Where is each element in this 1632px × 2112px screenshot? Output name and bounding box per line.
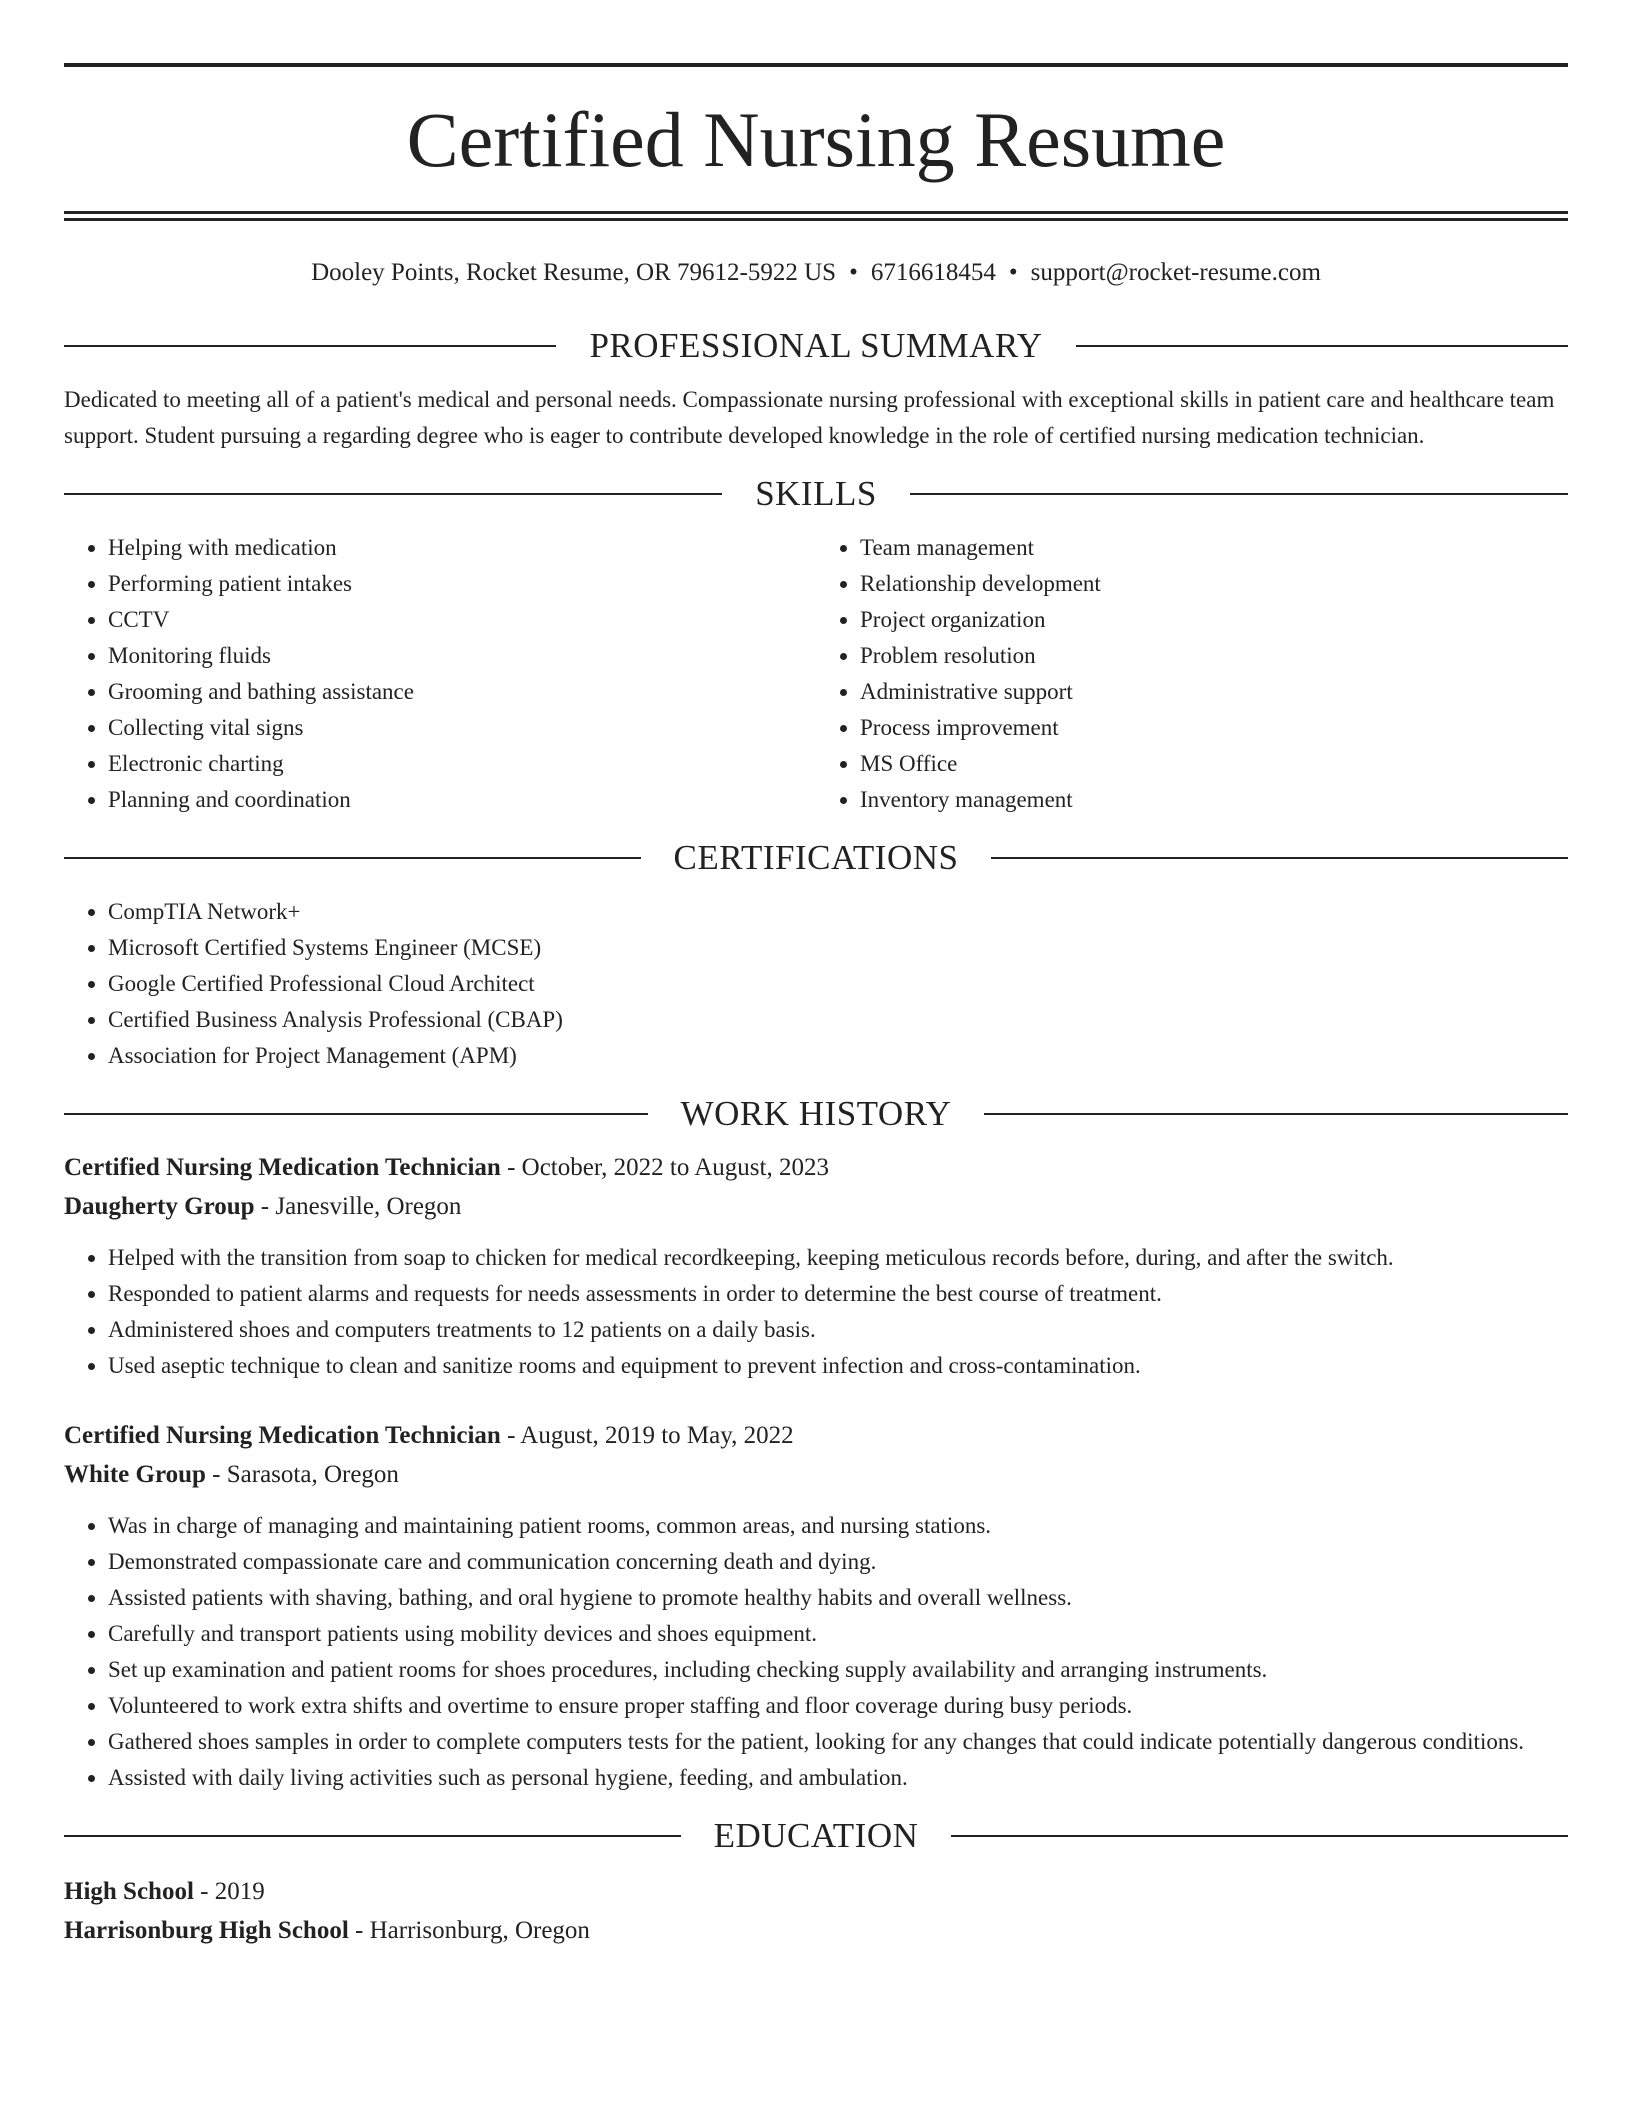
- page-title: Certified Nursing Resume: [406, 96, 1226, 183]
- list-item: • Process improvement: [860, 710, 1568, 746]
- list-item: • Microsoft Certified Systems Engineer (MCSE): [108, 930, 1568, 966]
- list-item: • Team management: [860, 530, 1568, 566]
- list-item: • Demonstrated compassionate care and communication concerning death and dying.: [108, 1544, 1568, 1580]
- list-item: • Assisted patients with shaving, bathing, and oral hygiene to promote healthy habits and overall wellness.: [108, 1580, 1568, 1616]
- list-item: • Inventory management: [860, 782, 1568, 818]
- section-rule: [64, 1835, 681, 1837]
- contact-separator: •: [849, 259, 858, 286]
- contact-email: support@rocket-resume.com: [1030, 259, 1321, 286]
- job-company-line: [64, 1455, 1568, 1494]
- list-item: • Problem resolution: [860, 638, 1568, 674]
- section-header-skills: [64, 474, 1568, 514]
- job-dates: - October, 2022 to August, 2023: [500, 1154, 829, 1181]
- list-item: • Used aseptic technique to clean and sanitize rooms and equipment to prevent infection and cross-contamination.: [108, 1348, 1568, 1384]
- job-bullets: [64, 1240, 1568, 1384]
- job-company: Daugherty Group: [64, 1193, 255, 1220]
- list-item: • Administered shoes and computers treatments to 12 patients on a daily basis.: [108, 1312, 1568, 1348]
- education-location: - Harrisonburg, Oregon: [348, 1917, 590, 1944]
- list-item: • Helping with medication: [108, 530, 816, 566]
- education-level: High School: [64, 1878, 194, 1905]
- section-rule: [64, 345, 556, 347]
- list-item: • Project organization: [860, 602, 1568, 638]
- job-location: - Sarasota, Oregon: [205, 1461, 399, 1488]
- education-level-line: [64, 1872, 1568, 1911]
- list-item: • Set up examination and patient rooms for shoes procedures, including checking supply availability and arranging instruments.: [108, 1652, 1568, 1688]
- section-title-education: EDUCATION: [713, 1816, 919, 1855]
- section-rule: [984, 1113, 1568, 1115]
- list-item: • Certified Business Analysis Professional (CBAP): [108, 1002, 1568, 1038]
- list-item: • Monitoring fluids: [108, 638, 816, 674]
- section-rule: [64, 1113, 648, 1115]
- section-header-education: [64, 1816, 1568, 1856]
- job-bullets: [64, 1508, 1568, 1796]
- list-item: • Planning and coordination: [108, 782, 816, 818]
- section-rule: [64, 493, 722, 495]
- job-location: - Janesville, Oregon: [254, 1193, 462, 1220]
- list-item: • Helped with the transition from soap to chicken for medical recordkeeping, keeping meticulous records before, during, and after the switch.: [108, 1240, 1568, 1276]
- job-title: Certified Nursing Medication Technician: [64, 1422, 501, 1449]
- list-item: • Electronic charting: [108, 746, 816, 782]
- education-year: - 2019: [193, 1878, 265, 1905]
- skills-columns: [64, 530, 1568, 818]
- list-item: • Relationship development: [860, 566, 1568, 602]
- section-rule: [1076, 345, 1568, 347]
- section-title-work: WORK HISTORY: [680, 1094, 952, 1133]
- education-school-line: [64, 1911, 1568, 1950]
- list-item: • Performing patient intakes: [108, 566, 816, 602]
- list-item: • CCTV: [108, 602, 816, 638]
- skills-list-left: [64, 530, 816, 818]
- skills-list-right: [816, 530, 1568, 818]
- job-entry: [64, 1416, 1568, 1796]
- section-header-certifications: [64, 838, 1568, 878]
- list-item: • Carefully and transport patients using mobility devices and shoes equipment.: [108, 1616, 1568, 1652]
- list-item: • Administrative support: [860, 674, 1568, 710]
- list-item: • Assisted with daily living activities such as personal hygiene, feeding, and ambulation.: [108, 1760, 1568, 1796]
- title-double-rule: [64, 211, 1568, 221]
- list-item: • Association for Project Management (APM): [108, 1038, 1568, 1074]
- section-title-summary: PROFESSIONAL SUMMARY: [589, 326, 1043, 365]
- job-title-line: [64, 1148, 1568, 1187]
- top-rule: [64, 63, 1568, 67]
- contact-address: Dooley Points, Rocket Resume, OR 79612-5922 US: [311, 259, 837, 286]
- education-school: Harrisonburg High School: [64, 1917, 349, 1944]
- section-rule: [910, 493, 1568, 495]
- certifications-list: [64, 894, 1568, 1074]
- section-title-skills: SKILLS: [755, 474, 877, 513]
- list-item: • Collecting vital signs: [108, 710, 816, 746]
- list-item: • Gathered shoes samples in order to complete computers tests for the patient, looking for any changes that could indicate potentially dangerous conditions.: [108, 1724, 1568, 1760]
- job-company-line: [64, 1187, 1568, 1226]
- job-entry: [64, 1148, 1568, 1384]
- section-rule: [64, 857, 641, 859]
- list-item: • Google Certified Professional Cloud Architect: [108, 966, 1568, 1002]
- section-rule: [991, 857, 1568, 859]
- section-header-summary: [64, 326, 1568, 366]
- summary-text: Dedicated to meeting all of a patient's medical and personal needs. Compassionate nursing professional with exceptional skills in patient care and healthcare team support. Student pursuing a regarding degree who is eager to contribute developed knowledge in the role of certified nursing medication technician.: [64, 387, 1555, 448]
- contact-phone: 6716618454: [870, 259, 996, 286]
- section-header-work: [64, 1094, 1568, 1134]
- section-title-certifications: CERTIFICATIONS: [673, 838, 959, 877]
- list-item: • CompTIA Network+: [108, 894, 1568, 930]
- job-company: White Group: [64, 1461, 206, 1488]
- job-title: Certified Nursing Medication Technician: [64, 1154, 501, 1181]
- list-item: • Volunteered to work extra shifts and overtime to ensure proper staffing and floor coverage during busy periods.: [108, 1688, 1568, 1724]
- contact-line: [64, 258, 1568, 288]
- list-item: • Responded to patient alarms and requests for needs assessments in order to determine the best course of treatment.: [108, 1276, 1568, 1312]
- list-item: • Was in charge of managing and maintaining patient rooms, common areas, and nursing stations.: [108, 1508, 1568, 1544]
- contact-separator: •: [1008, 259, 1018, 286]
- job-dates: - August, 2019 to May, 2022: [500, 1422, 794, 1449]
- job-title-line: [64, 1416, 1568, 1455]
- list-item: • Grooming and bathing assistance: [108, 674, 816, 710]
- section-rule: [951, 1835, 1568, 1837]
- list-item: • MS Office: [860, 746, 1568, 782]
